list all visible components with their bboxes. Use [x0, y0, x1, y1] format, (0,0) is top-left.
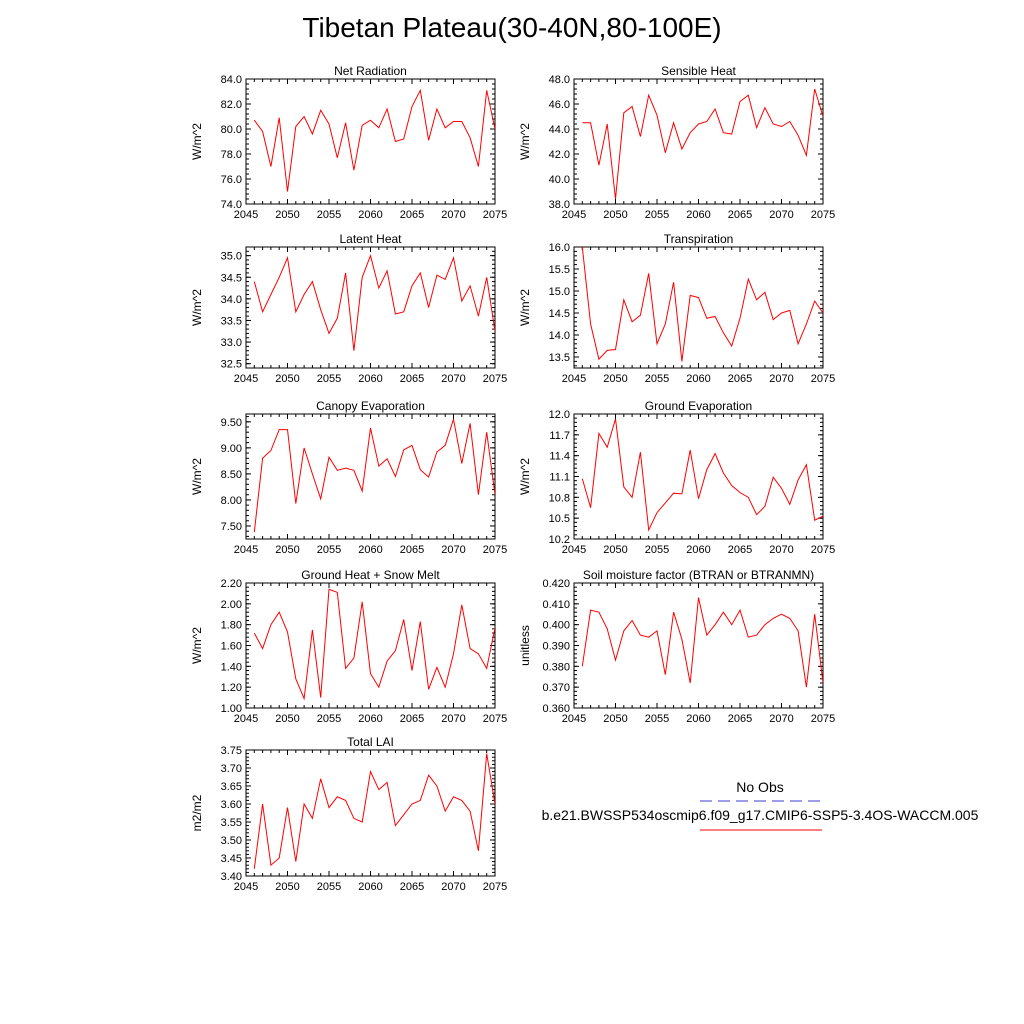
- x-tick-label: 2070: [769, 544, 794, 556]
- y-axis-label: W/m^2: [518, 289, 532, 326]
- x-tick-label: 2060: [358, 373, 383, 385]
- panel-6: [518, 399, 835, 556]
- x-tick-label: 2065: [727, 544, 753, 556]
- y-axis-label: W/m^2: [190, 289, 204, 326]
- x-tick-label: 2070: [441, 881, 466, 893]
- y-tick-label: 3.60: [220, 799, 242, 811]
- x-tick-label: 2070: [441, 544, 466, 556]
- panel-title: Ground Evaporation: [644, 399, 753, 413]
- panel-title: Soil moisture factor (BTRAN or BTRANMN): [582, 568, 815, 582]
- y-tick-label: 2.20: [220, 578, 242, 590]
- y-tick-label: 80.0: [220, 124, 242, 136]
- panel-title: Net Radiation: [334, 64, 407, 78]
- panel-title: Total LAI: [347, 735, 394, 749]
- x-tick-label: 2065: [399, 881, 425, 893]
- x-tick-label: 2050: [603, 544, 628, 556]
- x-tick-label: 2045: [233, 881, 259, 893]
- x-tick-label: 2045: [233, 544, 259, 556]
- y-tick-label: 0.420: [542, 578, 570, 590]
- x-tick-label: 2075: [482, 373, 508, 385]
- y-tick-label: 1.40: [220, 661, 242, 674]
- x-tick-label: 2075: [482, 544, 508, 556]
- panel-7: [190, 568, 507, 725]
- y-tick-label: 33.5: [220, 315, 242, 328]
- x-tick-label: 2065: [399, 373, 425, 385]
- panel-title: Latent Heat: [339, 232, 402, 246]
- x-tick-label: 2075: [810, 544, 836, 556]
- y-tick-label: 3.65: [220, 781, 242, 793]
- y-tick-label: 11.7: [549, 429, 570, 442]
- y-tick-label: 2.00: [220, 598, 242, 611]
- x-tick-label: 2065: [399, 209, 425, 221]
- x-tick-label: 2065: [727, 209, 753, 221]
- x-tick-label: 2045: [233, 209, 259, 221]
- y-tick-label: 1.60: [220, 640, 242, 653]
- y-tick-label: 0.380: [542, 661, 570, 674]
- x-tick-label: 2065: [399, 713, 425, 725]
- page-title: Tibetan Plateau(30-40N,80-100E): [302, 12, 722, 43]
- x-tick-label: 2075: [482, 209, 508, 221]
- y-tick-label: 7.50: [220, 520, 242, 533]
- x-tick-label: 2060: [358, 209, 383, 221]
- y-tick-label: 74.0: [220, 199, 242, 211]
- series-line: [254, 754, 495, 869]
- panel-title: Sensible Heat: [661, 64, 736, 78]
- series-line: [254, 90, 495, 191]
- y-tick-label: 46.0: [548, 99, 570, 111]
- series-line: [582, 247, 823, 361]
- series-line: [582, 419, 823, 530]
- x-tick-label: 2060: [358, 881, 383, 893]
- x-tick-label: 2055: [644, 209, 670, 221]
- y-tick-label: 33.0: [220, 337, 242, 350]
- y-axis-label: m2/m2: [190, 794, 204, 832]
- y-tick-label: 13.5: [548, 352, 570, 364]
- y-tick-label: 11.4: [549, 450, 570, 463]
- x-tick-label: 2060: [686, 544, 711, 556]
- y-axis-label: W/m^2: [190, 458, 204, 495]
- x-tick-label: 2045: [561, 713, 587, 725]
- y-tick-label: 3.75: [220, 745, 242, 757]
- legend: [542, 779, 979, 830]
- x-tick-label: 2050: [275, 373, 300, 385]
- plot-frame: [246, 583, 495, 708]
- x-tick-label: 2070: [441, 209, 466, 221]
- y-tick-label: 1.20: [220, 682, 242, 695]
- x-tick-label: 2075: [482, 881, 508, 893]
- plot-frame: [246, 79, 495, 204]
- y-tick-label: 11.1: [549, 471, 570, 484]
- x-tick-label: 2055: [644, 373, 670, 385]
- x-tick-label: 2070: [769, 713, 794, 725]
- y-tick-label: 14.5: [548, 308, 570, 320]
- y-axis-label: unitless: [518, 625, 532, 666]
- y-tick-label: 1.00: [220, 703, 242, 715]
- y-tick-label: 0.400: [542, 619, 570, 632]
- x-tick-label: 2065: [727, 713, 753, 725]
- x-tick-label: 2075: [810, 713, 836, 725]
- series-line: [582, 89, 823, 199]
- x-tick-label: 2070: [441, 373, 466, 385]
- x-tick-label: 2045: [233, 713, 259, 725]
- y-tick-label: 44.0: [548, 124, 570, 136]
- plot-frame: [246, 414, 495, 539]
- y-tick-label: 12.0: [548, 409, 570, 421]
- y-tick-label: 38.0: [548, 199, 570, 211]
- panel-9: [190, 735, 507, 893]
- x-tick-label: 2055: [644, 713, 670, 725]
- y-tick-label: 3.70: [220, 763, 242, 775]
- x-tick-label: 2050: [603, 373, 628, 385]
- y-tick-label: 9.00: [220, 442, 242, 455]
- y-tick-label: 35.0: [220, 250, 242, 263]
- x-tick-label: 2055: [316, 373, 342, 385]
- panel-8: [518, 568, 835, 725]
- y-tick-label: 0.370: [542, 682, 570, 695]
- x-tick-label: 2045: [233, 373, 259, 385]
- x-tick-label: 2045: [561, 373, 587, 385]
- y-tick-label: 84.0: [220, 74, 242, 86]
- x-tick-label: 2060: [686, 713, 711, 725]
- series-line: [254, 419, 495, 532]
- legend-obs-label: No Obs: [736, 779, 784, 795]
- y-tick-label: 3.55: [220, 817, 242, 829]
- y-tick-label: 42.0: [548, 149, 570, 161]
- plot-frame: [574, 79, 823, 204]
- legend-model-label: b.e21.BWSSP534oscmip6.f09_g17.CMIP6-SSP5-3.4OS-WACCM.005: [541, 807, 979, 823]
- panel-title: Canopy Evaporation: [316, 399, 425, 413]
- x-tick-label: 2050: [275, 881, 300, 893]
- series-line: [254, 589, 495, 698]
- x-tick-label: 2060: [686, 373, 711, 385]
- x-tick-label: 2055: [316, 713, 342, 725]
- x-tick-label: 2075: [810, 209, 836, 221]
- x-tick-label: 2050: [603, 209, 628, 221]
- x-tick-label: 2050: [275, 713, 300, 725]
- x-tick-label: 2060: [358, 544, 383, 556]
- x-tick-label: 2070: [769, 209, 794, 221]
- panel-4: [518, 232, 835, 385]
- plot-frame: [246, 247, 495, 368]
- panel-1: [190, 64, 507, 221]
- x-tick-label: 2055: [316, 544, 342, 556]
- y-tick-label: 76.0: [220, 174, 242, 186]
- x-tick-label: 2045: [561, 544, 587, 556]
- y-tick-label: 34.0: [220, 293, 242, 306]
- y-tick-label: 3.40: [220, 871, 242, 883]
- y-tick-label: 40.0: [548, 174, 570, 186]
- y-tick-label: 0.410: [542, 598, 570, 611]
- x-tick-label: 2050: [603, 713, 628, 725]
- y-tick-label: 32.5: [220, 358, 242, 371]
- x-tick-label: 2075: [810, 373, 836, 385]
- x-tick-label: 2070: [769, 373, 794, 385]
- panel-2: [518, 64, 835, 221]
- y-tick-label: 3.45: [220, 853, 242, 865]
- y-tick-label: 48.0: [548, 74, 570, 86]
- x-tick-label: 2055: [316, 209, 342, 221]
- x-tick-label: 2065: [399, 544, 425, 556]
- panel-title: Ground Heat + Snow Melt: [301, 568, 440, 582]
- x-tick-label: 2070: [441, 713, 466, 725]
- y-tick-label: 15.5: [548, 264, 570, 276]
- x-tick-label: 2045: [561, 209, 587, 221]
- y-tick-label: 10.2: [548, 534, 570, 546]
- y-axis-label: W/m^2: [190, 123, 204, 160]
- x-tick-label: 2075: [482, 713, 508, 725]
- y-tick-label: 0.360: [542, 703, 570, 715]
- series-line: [582, 598, 823, 688]
- y-tick-label: 16.0: [548, 242, 570, 254]
- y-tick-label: 10.5: [548, 513, 570, 526]
- y-tick-label: 78.0: [220, 149, 242, 161]
- panel-3: [190, 232, 507, 385]
- x-tick-label: 2060: [358, 713, 383, 725]
- x-tick-label: 2055: [316, 881, 342, 893]
- y-axis-label: W/m^2: [190, 627, 204, 664]
- y-tick-label: 8.50: [220, 468, 242, 481]
- y-tick-label: 9.50: [220, 416, 242, 429]
- y-tick-label: 1.80: [220, 619, 242, 632]
- y-tick-label: 82.0: [220, 99, 242, 111]
- y-tick-label: 0.390: [542, 640, 570, 653]
- panel-title: Transpiration: [663, 232, 734, 246]
- x-tick-label: 2065: [727, 373, 753, 385]
- series-line: [254, 256, 495, 351]
- y-tick-label: 34.5: [220, 272, 242, 285]
- x-tick-label: 2050: [275, 544, 300, 556]
- y-axis-label: W/m^2: [518, 123, 532, 160]
- y-tick-label: 14.0: [548, 330, 570, 342]
- x-tick-label: 2055: [644, 544, 670, 556]
- y-axis-label: W/m^2: [518, 458, 532, 495]
- y-tick-label: 10.8: [548, 492, 570, 505]
- plot-frame: [246, 750, 495, 876]
- y-tick-label: 8.00: [220, 494, 242, 507]
- y-tick-label: 15.0: [548, 286, 570, 298]
- x-tick-label: 2060: [686, 209, 711, 221]
- panel-5: [190, 399, 507, 556]
- y-tick-label: 3.50: [220, 835, 242, 847]
- x-tick-label: 2050: [275, 209, 300, 221]
